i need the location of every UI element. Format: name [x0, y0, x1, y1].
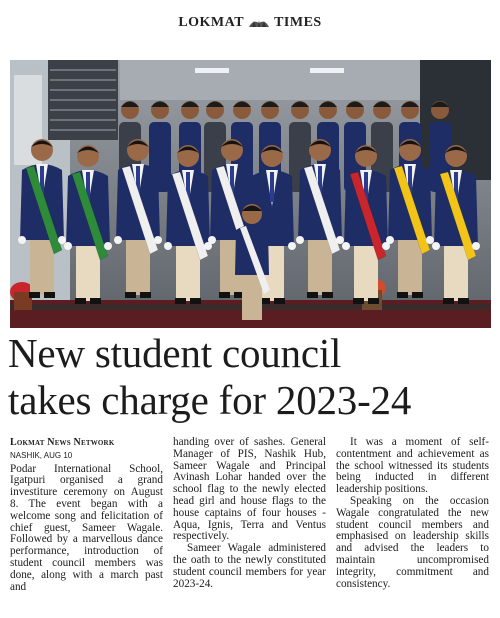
headline-line-1: New student council	[8, 330, 342, 376]
column-3-paragraph-2: Speaking on the occasion Wagale congratulated the new student council members and emphasised on leadership skills and advised the leaders to maintain uncompromised integrity, commitment and consistency.	[336, 494, 489, 590]
article-column-2	[173, 437, 326, 607]
masthead	[0, 12, 500, 34]
article-column-3	[336, 437, 489, 607]
masthead-emblem-icon	[247, 17, 271, 29]
column-2-paragraph-2: Sameer Wagale administered the oath to the newly constituted student council members for year 2023-24.	[173, 542, 326, 590]
group-photo	[10, 60, 491, 328]
article-body	[10, 437, 490, 607]
column-3-paragraph-1: It was a moment of self-contentment and achievement as the school witnessed its students being inducted in different leadership positions.	[336, 436, 489, 496]
column-2-paragraph-1: handing over of sashes. General Manager of PIS, Nashik Hub, Sameer Wagale and Principal Avinash Lohar handed over the school flag to the newly elected head girl and house flags to the house captains of four houses - Aqua, Ignis, Terra and Ventus respectively.	[173, 436, 326, 543]
masthead-left: LOKMAT	[178, 15, 245, 30]
dateline: NASHIK, AUG 10	[10, 450, 73, 460]
headline-line-2: takes charge for 2023-24	[8, 377, 412, 423]
byline: Lokmat News Network	[10, 437, 115, 448]
article-column-1	[10, 437, 163, 607]
column-1-text: Podar International School, Igatpuri organised a grand investiture ceremony on August 8. The event began with a welcome song and felicitation of chief guest, Sameer Wagale. Followed by a marvellous dance performance, introduction of student council members was done, along with a march past and	[10, 462, 163, 593]
article-headline	[8, 330, 492, 424]
masthead-right: TIMES	[274, 15, 322, 30]
